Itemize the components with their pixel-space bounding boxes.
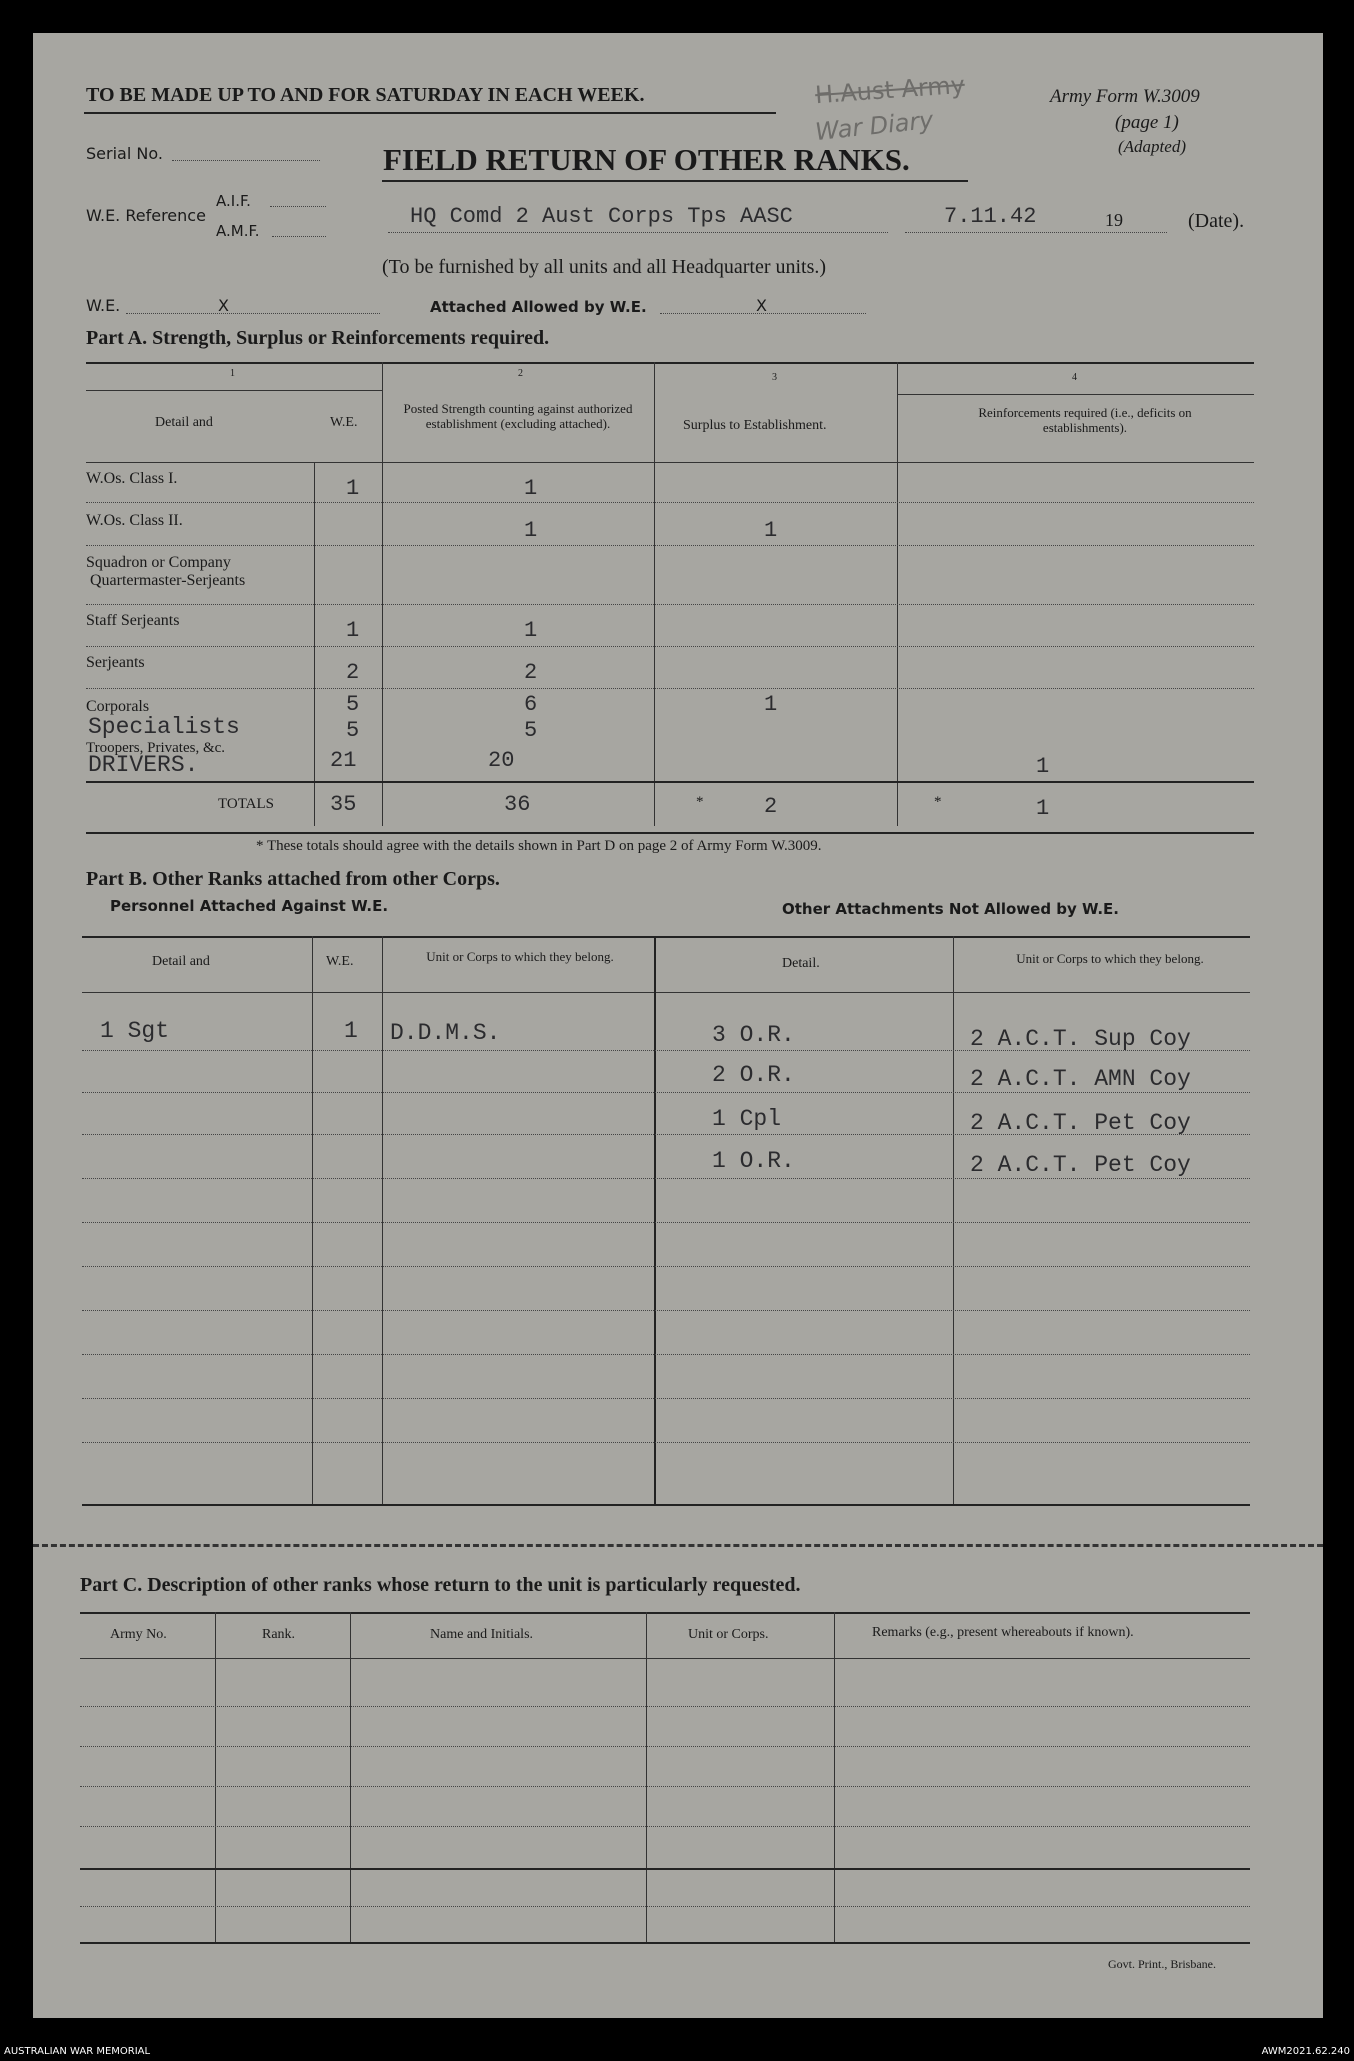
row-posted: 5	[524, 718, 538, 743]
row-we: 5	[346, 718, 360, 743]
row-detail-typed: DRIVERS.	[88, 752, 199, 778]
serial-no-label: Serial No.	[86, 144, 163, 163]
totals-label: TOTALS	[218, 796, 275, 812]
totals-we: 35	[330, 792, 357, 817]
part-b-vline-4	[953, 936, 954, 1504]
row-line	[86, 688, 1254, 689]
c-header-rank: Rank.	[262, 1627, 296, 1642]
b-left-detail: 1 Sgt	[100, 1018, 170, 1044]
we-reference-label: W.E. Reference	[86, 206, 206, 225]
part-b-vline-1	[312, 936, 313, 1504]
totals-surplus: 2	[764, 794, 778, 819]
part-c-vline-2	[350, 1612, 351, 1942]
row-we: 21	[330, 748, 357, 773]
part-b-sub-right: Other Attachments Not Allowed by W.E.	[782, 900, 1119, 918]
header-detail: Detail and	[155, 415, 213, 430]
b-row-line	[82, 1050, 1250, 1051]
furnished-note: (To be furnished by all units and all Headquarter units.)	[382, 256, 827, 278]
printer-note: Govt. Print., Brisbane.	[1108, 1957, 1216, 1971]
part-c-vline-4	[834, 1612, 835, 1942]
unit-name: HQ Comd 2 Aust Corps Tps AASC	[410, 204, 793, 229]
totals-star: *	[934, 794, 942, 810]
col1-num-rule	[86, 390, 382, 391]
b-header-detail: Detail and	[152, 954, 210, 969]
tear-line	[33, 1544, 1323, 1547]
we-label: W.E.	[86, 296, 121, 315]
header-we: W.E.	[330, 415, 358, 430]
totals-reinforcements: 1	[1036, 796, 1050, 821]
b-right-detail: 1 Cpl	[712, 1106, 782, 1132]
aif-line	[270, 206, 326, 207]
part-a-vline-1	[382, 362, 383, 826]
part-b-top-rule	[82, 936, 1250, 938]
col-number-3: 3	[772, 372, 777, 383]
col-number-1: 1	[230, 368, 235, 379]
footer-right: AWM2021.62.240	[1261, 2046, 1350, 2057]
row-posted: 20	[488, 748, 515, 773]
row-detail: Serjeants	[86, 654, 145, 671]
row-posted: 1	[524, 618, 538, 643]
c-row-line	[80, 1906, 1250, 1907]
row-line	[86, 545, 1254, 546]
row-posted: 1	[524, 476, 538, 501]
attached-allowed-label: Attached Allowed by W.E.	[430, 298, 647, 316]
part-c-vline-1	[215, 1612, 216, 1942]
b-right-detail: 2 O.R.	[712, 1062, 795, 1088]
row-line	[86, 502, 1254, 503]
part-b-bottom-rule	[82, 1504, 1250, 1506]
row-detail: Troopers, Privates, &c.	[86, 740, 226, 756]
b-right-unit: 2 A.C.T. Pet Coy	[970, 1152, 1191, 1178]
b-right-detail: 1 O.R.	[712, 1148, 795, 1174]
row-detail-line2: Quartermaster-Serjeants	[90, 572, 246, 589]
handwritten-war-diary: War Diary	[813, 105, 935, 147]
c-row-line	[80, 1706, 1250, 1707]
b-header-we: W.E.	[326, 954, 354, 969]
col-number-4: 4	[1072, 372, 1077, 383]
b-row-line	[82, 1354, 1250, 1355]
we-value: X	[218, 296, 229, 315]
unit-line	[388, 232, 888, 233]
row-surplus: 1	[764, 518, 778, 543]
b-right-unit: 2 A.C.T. AMN Coy	[970, 1066, 1191, 1092]
header-posted-strength: Posted Strength counting against authorized establishment (excluding attached).	[403, 401, 633, 431]
c-header-remarks: Remarks (e.g., present whereabouts if known).	[872, 1625, 1134, 1640]
b-row-line	[82, 1178, 1250, 1179]
page-number: (page 1)	[1115, 112, 1179, 133]
top-instruction: TO BE MADE UP TO AND FOR SATURDAY IN EACH WEEK.	[86, 84, 645, 106]
part-a-header-rule	[86, 462, 1254, 463]
handwritten-crossed-note: H.Aust Army	[814, 70, 966, 110]
totals-bottom-rule	[86, 832, 1254, 834]
c-row-line	[80, 1786, 1250, 1787]
row-line	[86, 646, 1254, 647]
b-row-line	[82, 1310, 1250, 1311]
c-row-line	[80, 1746, 1250, 1747]
title-underline	[382, 180, 968, 182]
b-header-detail-right: Detail.	[782, 956, 820, 971]
part-a-top-rule	[86, 362, 1254, 364]
amf-label: A.M.F.	[216, 222, 260, 240]
b-left-unit: D.D.M.S.	[390, 1020, 501, 1046]
part-a-vline-2	[654, 362, 655, 826]
part-a-title: Part A. Strength, Surplus or Reinforcements required.	[86, 327, 550, 349]
c-header-army-no: Army No.	[110, 1627, 167, 1642]
row-posted: 1	[524, 518, 538, 543]
part-b-sub-left: Personnel Attached Against W.E.	[110, 897, 389, 915]
b-row-line	[82, 1222, 1250, 1223]
part-b-vline-2	[382, 936, 383, 1504]
b-right-detail: 3 O.R.	[712, 1022, 795, 1048]
row-line	[86, 604, 1254, 605]
attached-allowed-line	[660, 313, 866, 314]
part-a-vline-3	[897, 362, 898, 826]
row-detail: Squadron or Company	[86, 554, 231, 571]
aif-label: A.I.F.	[216, 192, 251, 210]
totals-star: *	[696, 794, 704, 810]
return-date: 7.11.42	[944, 204, 1037, 229]
part-b-vline-3	[654, 936, 656, 1504]
totals-posted: 36	[504, 792, 531, 817]
row-we: 1	[346, 618, 360, 643]
part-c-mid-rule	[80, 1868, 1250, 1870]
row-we: 2	[346, 660, 360, 685]
row-we: 5	[346, 692, 360, 717]
army-form-number: Army Form W.3009	[1050, 86, 1200, 107]
year-prefix: 19	[1105, 210, 1123, 230]
serial-no-line	[172, 160, 320, 161]
part-a-vline-we	[314, 462, 315, 826]
row-detail: Staff Serjeants	[86, 612, 180, 629]
header-surplus: Surplus to Establishment.	[683, 418, 827, 433]
b-row-line	[82, 1266, 1250, 1267]
date-label: (Date).	[1188, 210, 1245, 232]
part-c-vline-3	[646, 1612, 647, 1942]
row-detail: W.Os. Class I.	[86, 470, 178, 487]
footer-bar	[0, 2042, 1354, 2061]
part-b-title: Part B. Other Ranks attached from other Corps.	[86, 868, 500, 890]
part-c-top-rule	[80, 1612, 1250, 1614]
attached-allowed-value: X	[756, 296, 767, 315]
adapted-note: (Adapted)	[1118, 137, 1186, 156]
row-posted: 2	[524, 660, 538, 685]
b-row-line	[82, 1398, 1250, 1399]
part-c-bottom-rule	[80, 1942, 1250, 1944]
col-number-2: 2	[518, 368, 523, 379]
form-title: FIELD RETURN OF OTHER RANKS.	[383, 142, 910, 177]
part-b-header-rule	[82, 992, 1250, 993]
c-header-unit: Unit or Corps.	[688, 1627, 769, 1642]
row-we: 1	[346, 476, 360, 501]
col4-num-rule	[898, 394, 1254, 395]
b-right-unit: 2 A.C.T. Sup Coy	[970, 1026, 1191, 1052]
b-header-unit: Unit or Corps to which they belong.	[426, 949, 614, 964]
b-header-unit-right: Unit or Corps to which they belong.	[1016, 951, 1204, 966]
c-header-name: Name and Initials.	[430, 1627, 534, 1642]
part-c-title: Part C. Description of other ranks whose return to the unit is particularly requested.	[80, 1574, 801, 1596]
row-detail: W.Os. Class II.	[86, 512, 183, 529]
row-surplus: 1	[764, 692, 778, 717]
date-line	[905, 232, 1167, 233]
part-a-footnote: * These totals should agree with the details shown in Part D on page 2 of Army Form W.3009.	[256, 838, 822, 854]
row-detail: Corporals	[86, 698, 150, 715]
totals-top-rule	[86, 781, 1254, 783]
footer-left: AUSTRALIAN WAR MEMORIAL	[4, 2046, 151, 2057]
part-c-header-rule	[80, 1658, 1250, 1659]
row-posted: 6	[524, 692, 538, 717]
amf-line	[272, 236, 326, 237]
row-reinforcements: 1	[1036, 754, 1050, 779]
c-row-line	[80, 1826, 1250, 1827]
row-detail-typed: Specialists	[88, 714, 240, 740]
b-row-line	[82, 1092, 1250, 1093]
b-right-unit: 2 A.C.T. Pet Coy	[970, 1110, 1191, 1136]
b-left-we: 1	[344, 1018, 358, 1044]
b-row-line	[82, 1442, 1250, 1443]
header-reinforcements: Reinforcements required (i.e., deficits on establishments).	[978, 405, 1192, 435]
instruction-underline	[84, 112, 776, 114]
b-row-line	[82, 1134, 1250, 1135]
we-line	[126, 313, 380, 314]
